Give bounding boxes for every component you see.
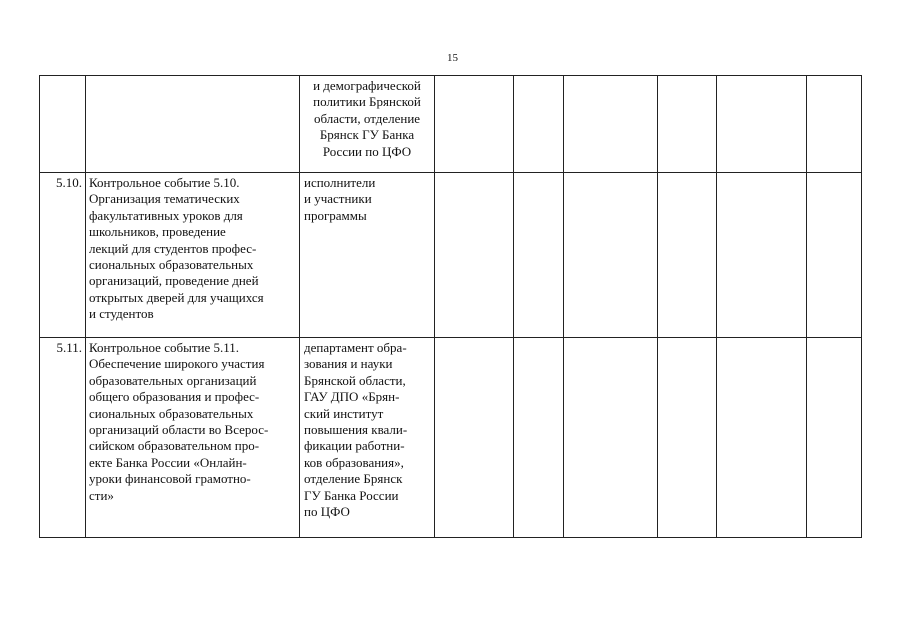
- empty-cell: [514, 76, 564, 173]
- row-number: [40, 76, 85, 80]
- empty-cell: [717, 338, 807, 538]
- empty-cell: [658, 76, 717, 173]
- event-name: Контрольное событие 5.10. Организация тематических факультативных уроков для школьников, проведение лекций для студентов профес- сиональных образовательных организаций, проведение дней открытых дверей для учащихся и студентов: [89, 175, 264, 322]
- event-name-cell: [86, 76, 300, 173]
- row-number: 5.10.: [56, 175, 82, 190]
- event-name-cell: [86, 173, 300, 338]
- row-number: 5.11.: [56, 340, 82, 355]
- empty-cell: [658, 173, 717, 338]
- row-number-cell: [40, 173, 86, 338]
- table-row: [40, 173, 862, 338]
- responsible-cell: [300, 173, 435, 338]
- empty-cell: [807, 76, 862, 173]
- event-name: Контрольное событие 5.11. Обеспечение широкого участия образовательных организаций общего образования и профес- сиональных образовательных организаций области во Всерос- сийском образовательном про- екте Банка России «Онлайн- уроки финансовой грамотно- сти»: [89, 340, 269, 503]
- table-row: [40, 76, 862, 173]
- empty-cell: [807, 338, 862, 538]
- empty-cell: [514, 173, 564, 338]
- responsible-cell: [300, 338, 435, 538]
- empty-cell: [717, 76, 807, 173]
- empty-cell: [717, 173, 807, 338]
- empty-cell: [435, 76, 514, 173]
- empty-cell: [514, 338, 564, 538]
- row-number-cell: [40, 338, 86, 538]
- empty-cell: [658, 338, 717, 538]
- row-number-cell: [40, 76, 86, 173]
- event-name: [86, 76, 299, 80]
- empty-cell: [564, 76, 658, 173]
- responsible-text: исполнители и участники программы: [304, 175, 376, 223]
- empty-cell: [564, 338, 658, 538]
- empty-cell: [807, 173, 862, 338]
- empty-cell: [435, 173, 514, 338]
- responsible-text: и демографической политики Брянской области, отделение Брянск ГУ Банка России по ЦФО: [313, 78, 421, 159]
- empty-cell: [564, 173, 658, 338]
- table-row: [40, 338, 862, 538]
- responsible-cell: [300, 76, 435, 173]
- empty-cell: [435, 338, 514, 538]
- event-name-cell: [86, 338, 300, 538]
- plan-table: [39, 75, 862, 538]
- responsible-text: департамент обра- зования и науки Брянской области, ГАУ ДПО «Брян- ский институт повышения квали- фикации работни- ков образования», отделение Брянск ГУ Банка России по ЦФО: [304, 340, 408, 520]
- page-number: 15: [447, 52, 458, 64]
